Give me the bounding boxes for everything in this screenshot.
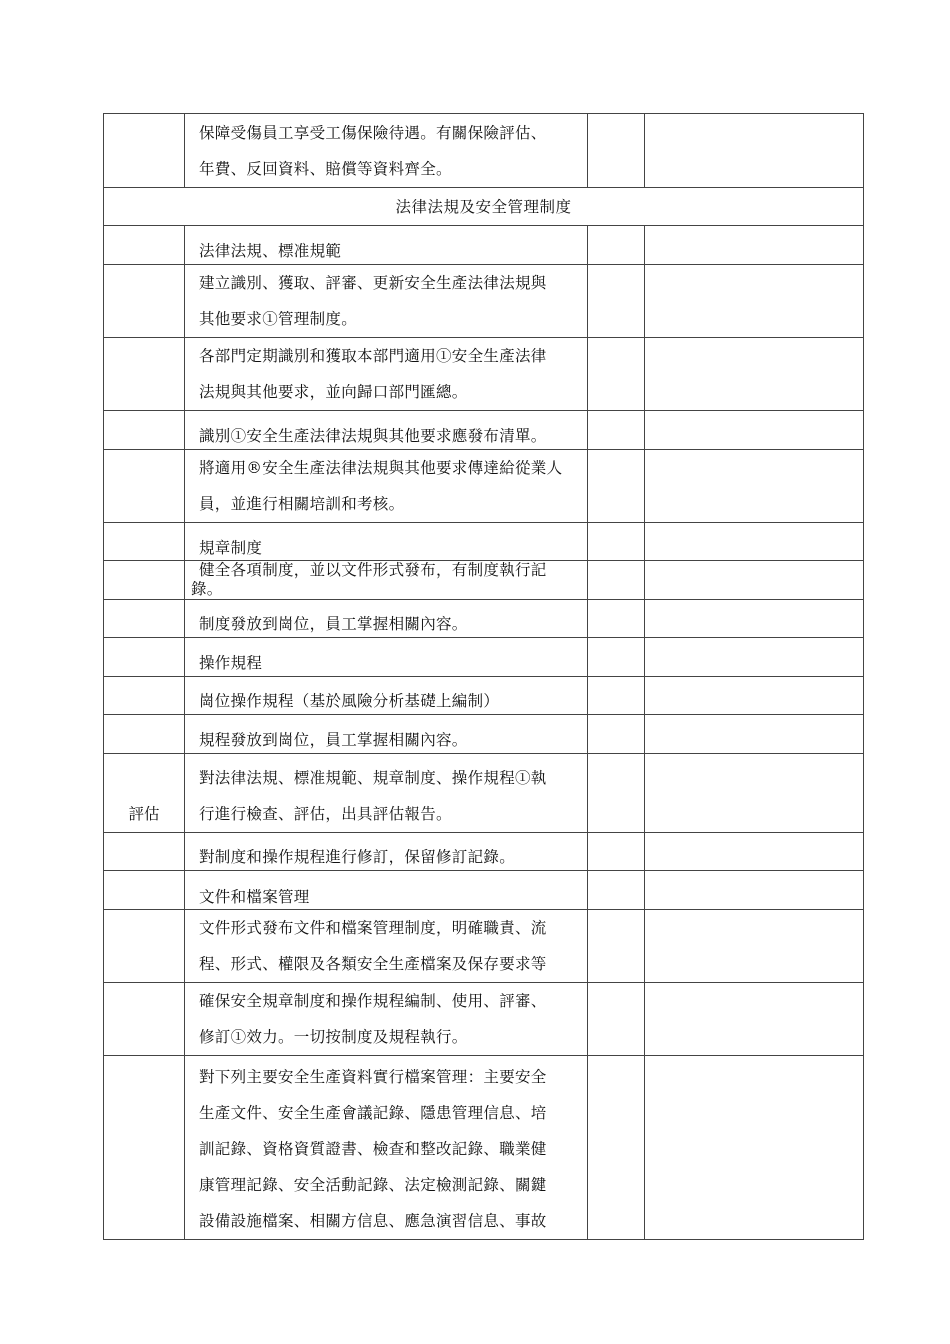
category-cell xyxy=(104,561,185,600)
table-row xyxy=(104,754,864,833)
requirement-cell xyxy=(185,910,588,983)
table-row xyxy=(104,638,864,677)
check-cell xyxy=(588,715,645,754)
subheading-text: 規章制度 xyxy=(199,539,263,557)
category-cell xyxy=(104,983,185,1056)
remarks-cell xyxy=(645,226,864,265)
table-row xyxy=(104,871,864,910)
category-cell xyxy=(104,450,185,523)
category-cell xyxy=(104,910,185,983)
category-cell xyxy=(104,411,185,450)
requirement-text: 法規與其他要求，並向歸口部門匯總。 xyxy=(199,383,468,401)
table-row xyxy=(104,411,864,450)
category-cell xyxy=(104,871,185,910)
requirement-cell xyxy=(185,1056,588,1240)
remarks-cell xyxy=(645,677,864,715)
requirement-cell xyxy=(185,983,588,1056)
requirement-text: 保障受傷員工享受工傷保險待遇。有關保險評估、 xyxy=(199,124,547,142)
remarks-cell xyxy=(645,600,864,638)
table-row xyxy=(104,677,864,715)
check-cell xyxy=(588,638,645,677)
remarks-cell xyxy=(645,411,864,450)
requirement-cell xyxy=(185,265,588,338)
remarks-cell xyxy=(645,523,864,561)
requirement-text: 設備設施檔案、相關方信息、應急演習信息、事故 xyxy=(199,1212,547,1230)
remarks-cell xyxy=(645,114,864,188)
requirement-text: 年費、反回資料、賠償等資料齊全。 xyxy=(199,160,452,178)
check-cell xyxy=(588,600,645,638)
requirement-text: 康管理記錄、安全活動記錄、法定檢測記錄、關鍵 xyxy=(199,1176,547,1194)
check-cell xyxy=(588,833,645,871)
remarks-cell xyxy=(645,638,864,677)
category-cell xyxy=(104,715,185,754)
table-row xyxy=(104,226,864,265)
check-cell xyxy=(588,871,645,910)
requirement-text: 訓記錄、資格資質證書、檢查和整改記錄、職業健 xyxy=(199,1140,547,1158)
subheading-cell xyxy=(185,871,588,910)
table-row xyxy=(104,833,864,871)
check-cell xyxy=(588,561,645,600)
requirement-cell xyxy=(185,114,588,188)
remarks-cell xyxy=(645,450,864,523)
remarks-cell xyxy=(645,910,864,983)
requirement-cell xyxy=(185,600,588,638)
check-cell xyxy=(588,910,645,983)
check-cell xyxy=(588,1056,645,1240)
remarks-cell xyxy=(645,1056,864,1240)
table-row xyxy=(104,600,864,638)
requirement-cell xyxy=(185,715,588,754)
check-cell xyxy=(588,677,645,715)
check-cell xyxy=(588,338,645,411)
category-cell xyxy=(104,338,185,411)
category-cell xyxy=(104,523,185,561)
section-row xyxy=(104,188,864,226)
remarks-cell xyxy=(645,754,864,833)
check-cell xyxy=(588,114,645,188)
table-row xyxy=(104,450,864,523)
check-cell xyxy=(588,983,645,1056)
requirement-text: 員，並進行相關培訓和考核。 xyxy=(199,495,405,513)
table-row xyxy=(104,338,864,411)
check-cell xyxy=(588,523,645,561)
category-cell xyxy=(104,638,185,677)
requirement-text: 錄。 xyxy=(191,580,223,598)
subheading-cell xyxy=(185,523,588,561)
category-cell xyxy=(104,1056,185,1240)
section-title: 法律法規及安全管理制度 xyxy=(104,188,864,226)
requirement-text: 各部門定期識別和獲取本部門適用①安全生產法律 xyxy=(199,347,547,365)
checklist-table xyxy=(103,113,864,1240)
requirement-text: 對制度和操作規程進行修訂，保留修訂記錄。 xyxy=(199,848,516,866)
table-row xyxy=(104,715,864,754)
requirement-cell xyxy=(185,450,588,523)
check-cell xyxy=(588,226,645,265)
requirement-text: 其他要求①管理制度。 xyxy=(199,310,358,328)
table-row xyxy=(104,114,864,188)
category-cell xyxy=(104,226,185,265)
category-cell: 評估 xyxy=(104,754,185,833)
category-cell xyxy=(104,600,185,638)
table-row xyxy=(104,523,864,561)
requirement-text: 識別①安全生產法律法規與其他要求應發布清單。 xyxy=(199,427,547,445)
check-cell xyxy=(588,450,645,523)
requirement-text: 確保安全規章制度和操作規程編制、使用、評審、 xyxy=(199,992,547,1010)
requirement-cell xyxy=(185,833,588,871)
requirement-text: 程、形式、權限及各類安全生產檔案及保存要求等 xyxy=(199,955,547,973)
remarks-cell xyxy=(645,983,864,1056)
requirement-text: 規程發放到崗位，員工掌握相關內容。 xyxy=(199,731,468,749)
remarks-cell xyxy=(645,871,864,910)
table-row xyxy=(104,561,864,600)
requirement-text: 修訂①效力。一切按制度及規程執行。 xyxy=(199,1028,468,1046)
requirement-cell xyxy=(185,411,588,450)
remarks-cell xyxy=(645,561,864,600)
requirement-cell xyxy=(185,338,588,411)
subheading-cell xyxy=(185,638,588,677)
check-cell xyxy=(588,265,645,338)
check-cell xyxy=(588,754,645,833)
subheading-text: 法律法規、標准規範 xyxy=(199,242,342,260)
remarks-cell xyxy=(645,338,864,411)
requirement-text: 崗位操作規程（基於風險分析基礎上編制） xyxy=(199,692,500,710)
requirement-cell xyxy=(185,754,588,833)
requirement-text: 對下列主要安全生產資料實行檔案管理：主要安全 xyxy=(199,1068,547,1086)
requirement-text: 制度發放到崗位，員工掌握相關內容。 xyxy=(199,615,468,633)
requirement-text: 對法律法規、標准規範、規章制度、操作規程①執 xyxy=(199,769,547,787)
table-row xyxy=(104,1056,864,1240)
requirement-text: 將適用®安全生產法律法規與其他要求傳達給從業人 xyxy=(199,459,563,477)
category-cell xyxy=(104,677,185,715)
requirement-text: 行進行檢查、評估，出具評估報告。 xyxy=(199,805,452,823)
category-cell xyxy=(104,114,185,188)
subheading-text: 操作規程 xyxy=(199,654,263,672)
subheading-text: 文件和檔案管理 xyxy=(199,888,310,906)
table-row xyxy=(104,265,864,338)
remarks-cell xyxy=(645,715,864,754)
requirement-text: 健全各項制度，並以文件形式發布，有制度執行記 xyxy=(199,561,547,579)
requirement-text: 建立識別、獲取、評審、更新安全生產法律法規與 xyxy=(199,274,547,292)
category-cell xyxy=(104,833,185,871)
table-row xyxy=(104,910,864,983)
requirement-cell xyxy=(185,677,588,715)
requirement-cell xyxy=(185,561,588,600)
subheading-cell xyxy=(185,226,588,265)
check-cell xyxy=(588,411,645,450)
table-row xyxy=(104,983,864,1056)
requirement-text: 文件形式發布文件和檔案管理制度，明確職責、流 xyxy=(199,919,547,937)
remarks-cell xyxy=(645,265,864,338)
category-cell xyxy=(104,265,185,338)
requirement-text: 生產文件、安全生產會議記錄、隱患管理信息、培 xyxy=(199,1104,547,1122)
remarks-cell xyxy=(645,833,864,871)
